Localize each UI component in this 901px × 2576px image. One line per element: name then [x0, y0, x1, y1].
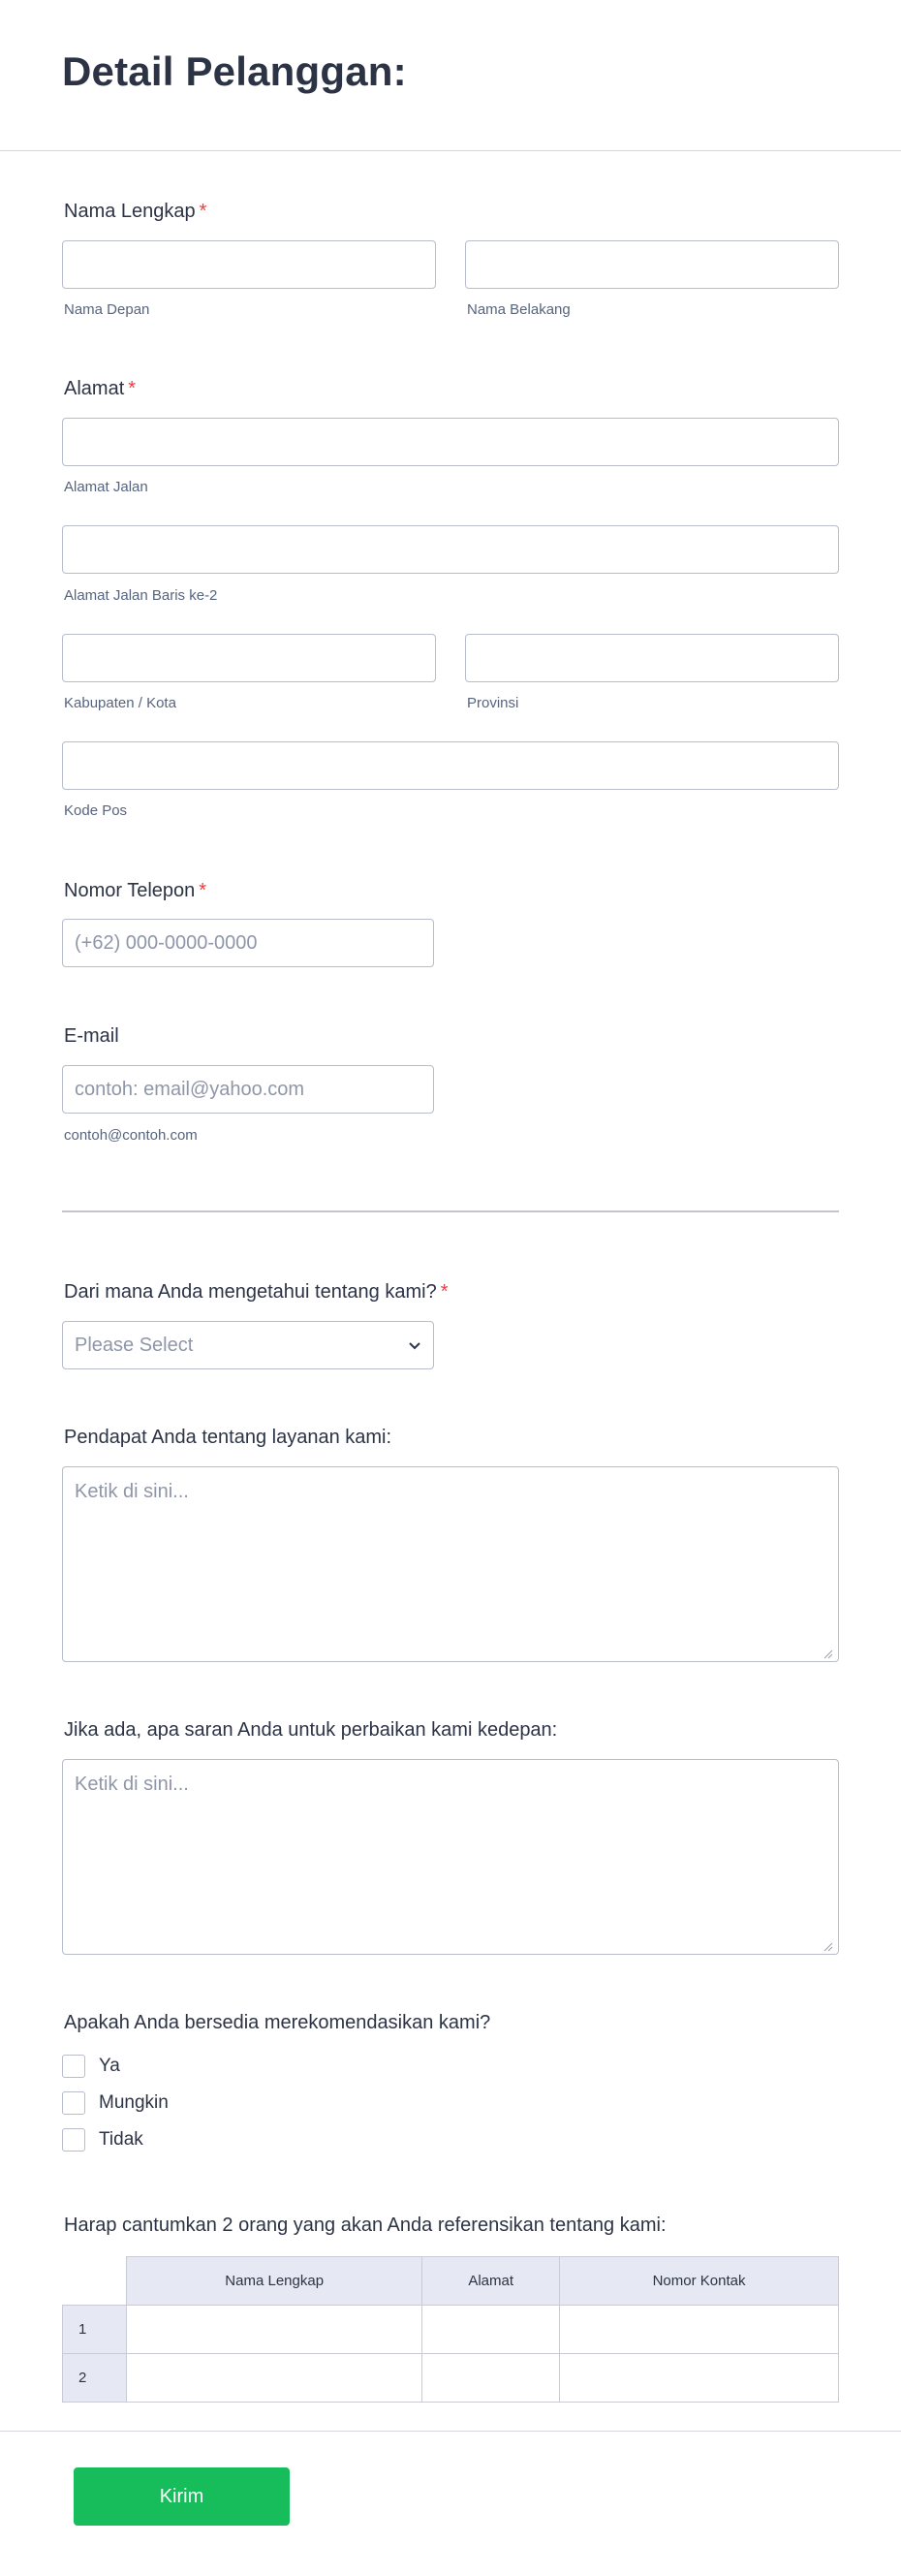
opinion-textarea[interactable] [62, 1466, 839, 1662]
table-corner [63, 2257, 127, 2306]
email-input[interactable] [62, 1065, 434, 1114]
suggestion-label: Jika ada, apa saran Anda untuk perbaikan kami kedepan: [64, 1719, 558, 1741]
recommend-option-ya[interactable]: Ya [62, 2055, 120, 2078]
table-cell-input[interactable] [422, 2354, 560, 2403]
source-select-value: Please Select [75, 1334, 194, 1356]
first-name-sublabel: Nama Depan [64, 301, 150, 318]
city-input[interactable] [62, 634, 436, 682]
row-header: 1 [63, 2306, 127, 2354]
source-select[interactable] [62, 1321, 434, 1369]
postal-code-input[interactable] [62, 741, 839, 790]
column-header: Nama Lengkap [127, 2257, 422, 2306]
page-title: Detail Pelanggan: [62, 48, 407, 94]
phone-label: Nomor Telepon * [64, 880, 207, 901]
footer-divider [0, 2431, 901, 2432]
required-mark: * [128, 378, 137, 399]
suggestion-textarea[interactable] [62, 1759, 839, 1955]
required-mark: * [199, 201, 207, 222]
required-mark: * [440, 1281, 449, 1303]
table-cell-input[interactable] [560, 2306, 839, 2354]
checkbox[interactable] [62, 2128, 85, 2152]
referrals-table [62, 2256, 839, 2403]
first-name-input[interactable] [62, 240, 436, 289]
section-divider [62, 1210, 839, 1212]
address-label: Alamat * [64, 378, 137, 399]
street-address-2-input[interactable] [62, 525, 839, 574]
table-cell-input[interactable] [560, 2354, 839, 2403]
resize-grip-icon[interactable] [823, 1939, 833, 1949]
column-header: Nomor Kontak [560, 2257, 839, 2306]
checkbox[interactable] [62, 2055, 85, 2078]
table-cell-input[interactable] [422, 2306, 560, 2354]
required-mark: * [199, 880, 207, 901]
postal-code-sublabel: Kode Pos [64, 802, 128, 819]
table-cell-input[interactable] [127, 2306, 422, 2354]
last-name-sublabel: Nama Belakang [467, 301, 571, 318]
full-name-label: Nama Lengkap * [64, 201, 207, 222]
recommend-option-mungkin[interactable]: Mungkin [62, 2091, 169, 2115]
street-address-sublabel: Alamat Jalan [64, 479, 148, 495]
recommend-label: Apakah Anda bersedia merekomendasikan kami? [64, 2012, 491, 2033]
email-sublabel: contoh@contoh.com [64, 1127, 198, 1144]
source-label: Dari mana Anda mengetahui tentang kami? * [64, 1281, 449, 1303]
header-divider [0, 150, 901, 151]
city-sublabel: Kabupaten / Kota [64, 695, 176, 711]
chevron-down-icon [408, 1335, 421, 1357]
row-header: 2 [63, 2354, 127, 2403]
province-sublabel: Provinsi [467, 695, 519, 711]
resize-grip-icon[interactable] [823, 1647, 833, 1656]
last-name-input[interactable] [465, 240, 839, 289]
recommend-option-tidak[interactable]: Tidak [62, 2128, 143, 2152]
email-label: E-mail [64, 1025, 119, 1047]
opinion-label: Pendapat Anda tentang layanan kami: [64, 1427, 392, 1448]
phone-input[interactable] [62, 919, 434, 967]
referrals-label: Harap cantumkan 2 orang yang akan Anda referensikan tentang kami: [64, 2215, 667, 2236]
checkbox[interactable] [62, 2091, 85, 2115]
province-input[interactable] [465, 634, 839, 682]
column-header: Alamat [422, 2257, 560, 2306]
submit-button[interactable]: Kirim [74, 2467, 290, 2526]
table-cell-input[interactable] [127, 2354, 422, 2403]
street-address-input[interactable] [62, 418, 839, 466]
street-address-2-sublabel: Alamat Jalan Baris ke-2 [64, 587, 218, 604]
